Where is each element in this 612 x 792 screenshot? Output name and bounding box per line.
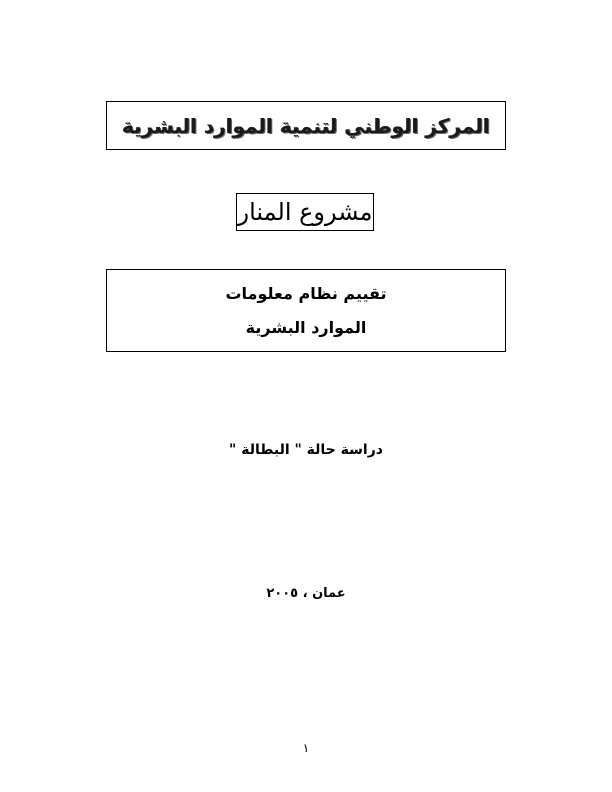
evaluation-box [106,269,506,352]
evaluation-title-line1: تقييم نظام معلومات [225,283,387,303]
evaluation-title-line2: الموارد البشرية [245,317,367,337]
place-date-label: عمان ، ٢٠٠٥ [266,586,346,601]
case-study-label: دراسة حالة " البطالة " [229,442,383,458]
center-name-title: المركز الوطني لتنمية الموارد البشرية [122,113,490,138]
header-box [106,101,506,150]
project-title: مشروع المنار [237,198,373,226]
page-number: ١ [302,741,310,755]
project-box [236,193,374,231]
